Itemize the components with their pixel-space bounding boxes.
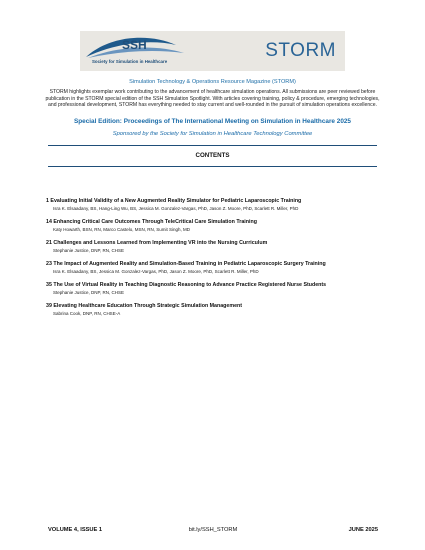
toc-entry[interactable] [46, 198, 382, 212]
toc-entry-title[interactable]: 35 The Use of Virtual Reality in Teaching Diagnostic Reasoning to Advance Practice Registered Nurse Students [46, 282, 327, 288]
toc-entry-title[interactable]: 23 The Impact of Augmented Reality and Simulation-Based Training in Pediatric Laparoscopic Surgery Training [46, 261, 326, 267]
table-of-contents [46, 198, 382, 324]
sponsor-line: Sponsored by the Society for Simulation in Healthcare Technology Committee [112, 131, 313, 137]
toc-entry-title[interactable]: 39 Elevating Healthcare Education Through Strategic Simulation Management [46, 303, 243, 309]
toc-entry-authors: Stephanie Justice, DNP, RN, CHSE [53, 248, 124, 254]
toc-entry-authors: Isra K. Elsaadany, BS, Hang-Ling Wu, BS, Jessica M. Gonzalez-Vargas, PhD, Jason Z. Moore, PhD, Scarlett R. Miller, PhD [53, 206, 299, 212]
toc-entry[interactable] [46, 303, 382, 317]
toc-entry-authors: Katy Howarth, BSN, RN, Marco Castelo, MSN, RN, Sumit Singh, MD [53, 227, 191, 233]
toc-entry-authors: Sabrina Cook, DNP, RN, CHSE-A [53, 311, 121, 317]
toc-entry[interactable] [46, 219, 382, 233]
intro-paragraph: STORM highlights exemplar work contributing to the advancement of healthcare simulation operations. All submissions are peer reviewed before publication in the STORM special edition of the SSH Simulation Spotlight. With articles covering training, policy & procedure, emerging technologies, and professional development, STORM has everything needed to stay current and well-rounded in the pursuit of simulation operations excellence. [45, 89, 380, 109]
ssh-logo-text: SSH [122, 38, 147, 52]
magazine-title: Simulation Technology & Operations Resource Magazine (STORM) [129, 79, 296, 85]
contents-bottom-rule [48, 166, 377, 167]
toc-entry-title[interactable]: 21 Challenges and Lessons Learned from Implementing VR into the Nursing Curriculum [46, 240, 268, 246]
toc-entry-title[interactable]: 1 Evaluating Initial Validity of a New Augmented Reality Simulator for Pediatric Laparoscopic Training [46, 198, 302, 204]
ssh-logo-tagline: Society for Simulation in Healthcare [92, 59, 168, 64]
storm-brand-title: STORM [265, 40, 336, 61]
storm-banner [80, 31, 345, 71]
contents-top-rule [48, 145, 377, 146]
special-edition-heading: Special Edition: Proceedings of The International Meeting on Simulation in Healthcare 2025 [74, 118, 351, 125]
toc-entry[interactable] [46, 261, 382, 275]
storm-link[interactable]: bit.ly/SSH_STORM [188, 527, 238, 533]
toc-entry-title[interactable]: 14 Enhancing Critical Care Outcomes Through TeleCritical Care Simulation Training [46, 219, 257, 225]
issue-date: JUNE 2025 [348, 527, 378, 533]
toc-entry-authors: Isra K. Elsaadany, BS, Jessica M. Gonzalez-Vargas, PhD, Jason Z. Moore, PhD, Scarlett R. Miller, PhD [53, 269, 259, 275]
volume-issue: VOLUME 4, ISSUE 1 [48, 527, 103, 533]
contents-heading: CONTENTS [195, 152, 230, 159]
toc-entry-authors: Stephanie Justice, DNP, RN, CHSE [53, 290, 124, 296]
toc-entry[interactable] [46, 240, 382, 254]
toc-entry[interactable] [46, 282, 382, 296]
